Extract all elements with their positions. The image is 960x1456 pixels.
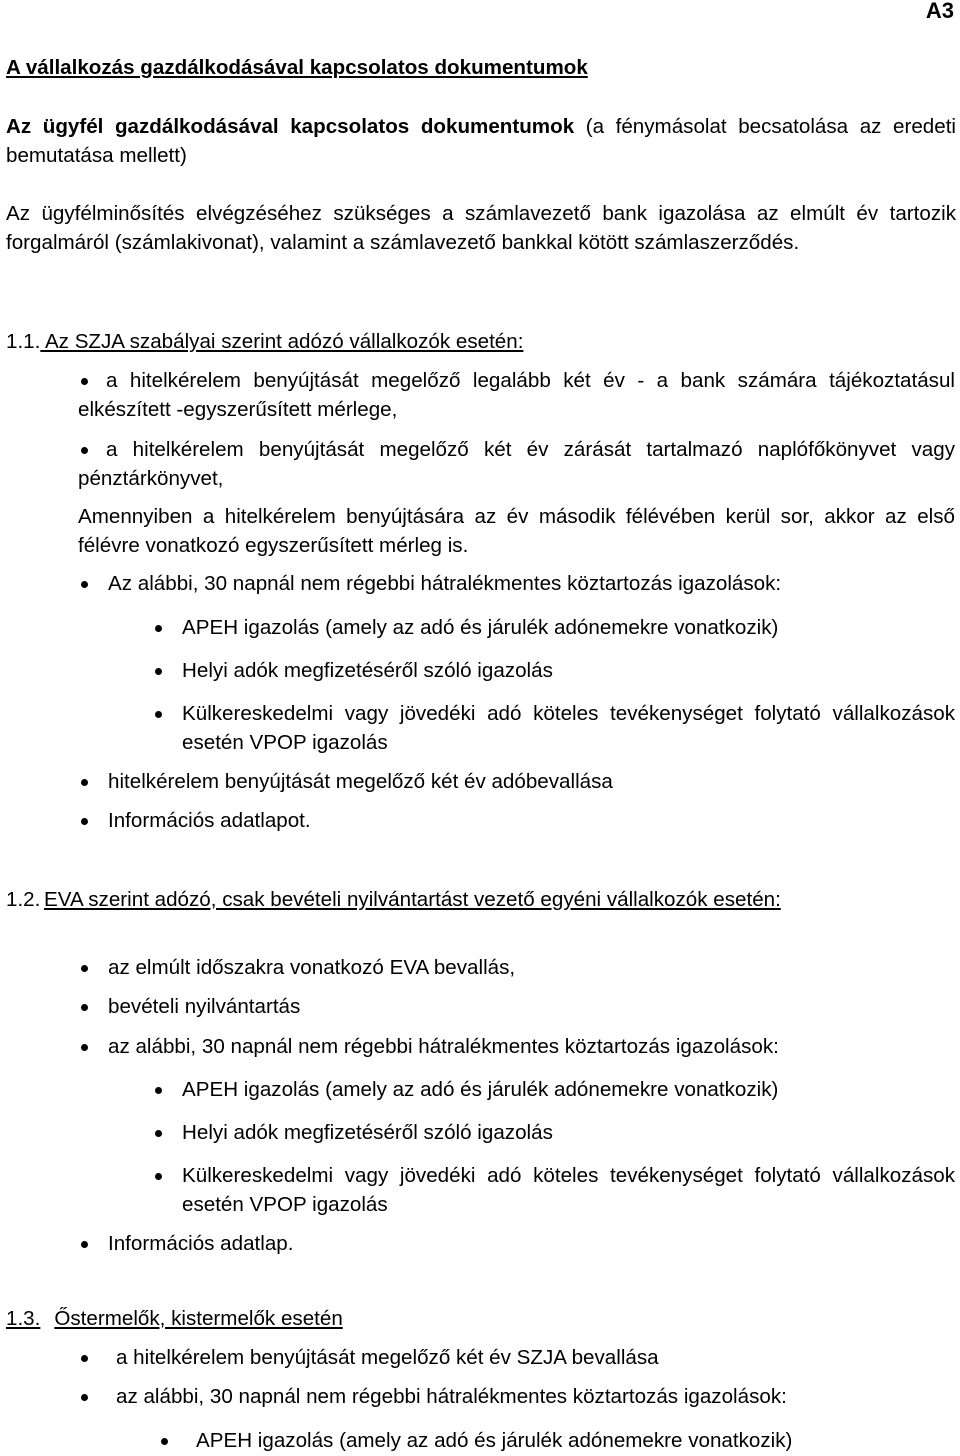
list-item-text: Az alábbi, 30 napnál nem régebbi hátralékmentes köztartozás igazolások: xyxy=(108,572,782,595)
sub-list-item xyxy=(152,656,955,685)
bullet-icon xyxy=(155,668,162,675)
list-item xyxy=(78,767,955,796)
list-item xyxy=(78,1343,955,1372)
list-item-text: az elmúlt időszakra vonatkozó EVA bevallás, xyxy=(108,956,516,979)
list-item xyxy=(78,435,955,493)
bullet-icon xyxy=(81,965,88,972)
bullet-icon xyxy=(81,1004,88,1011)
bullet-icon xyxy=(81,581,88,588)
sub-list-item-text: APEH igazolás (amely az adó és járulék adónemekre vonatkozik) xyxy=(196,1429,793,1452)
note-paragraph xyxy=(78,502,955,560)
list-item-text: Információs adatlapot. xyxy=(108,809,311,832)
bullet-icon xyxy=(161,1438,168,1445)
list-item xyxy=(78,806,955,835)
sub-list-item-text: Helyi adók megfizetéséről szóló igazolás xyxy=(182,1121,553,1144)
sub-list-item-text: Külkereskedelmi vagy jövedéki adó köteles tevékenységet folytató vállalkozások esetén VPOP igazolás xyxy=(182,702,955,754)
sub-list-item-text: Helyi adók megfizetéséről szóló igazolás xyxy=(182,659,553,682)
list-item-text: a hitelkérelem benyújtását megelőző két év zárását tartalmazó naplófőkönyvet vagy pénztárkönyvet, xyxy=(78,438,955,490)
bullet-icon xyxy=(155,625,162,632)
bullet-icon xyxy=(81,1355,88,1362)
bullet-icon xyxy=(155,1087,162,1094)
list-item xyxy=(78,569,955,598)
intro-rest-text: (a fénymásolat becsatolása az eredeti bemutatása mellett) xyxy=(6,115,956,167)
list-item xyxy=(78,366,955,424)
bullet-icon xyxy=(81,378,88,385)
list-item-text: az alábbi, 30 napnál nem régebbi hátralékmentes köztartozás igazolások: xyxy=(116,1385,787,1408)
bullet-icon xyxy=(81,779,88,786)
section-1-3-heading xyxy=(6,1304,956,1333)
section-title: EVA szerint adózó, csak bevételi nyilvántartást vezető egyéni vállalkozók esetén: xyxy=(44,888,781,911)
section-number: 1.2. xyxy=(6,888,41,911)
list-item-text: hitelkérelem benyújtását megelőző két év adóbevallása xyxy=(108,770,613,793)
sub-list-item xyxy=(152,613,955,642)
bullet-icon xyxy=(155,1173,162,1180)
list-item-text: Információs adatlap. xyxy=(108,1232,294,1255)
section-number: 1.3. xyxy=(6,1307,41,1330)
list-item xyxy=(78,1032,955,1061)
sub-list-item xyxy=(152,1161,955,1219)
intro-heading xyxy=(6,112,956,170)
intro-paragraph: Az ügyfélminősítés elvégzéséhez szükséges a számlavezető bank igazolása az elmúlt év tartozik forgalmáról (számlakivonat), valamint a számlavezető bankkal kötött számlaszerződés. xyxy=(6,202,956,254)
bullet-icon xyxy=(81,1241,88,1248)
sub-list-item xyxy=(152,1075,955,1104)
bullet-icon xyxy=(155,711,162,718)
bullet-icon xyxy=(81,1044,88,1051)
list-item-text: a hitelkérelem benyújtását megelőző legalább két év - a bank számára tájékoztatásul elkészített -egyszerűsített mérlege, xyxy=(78,369,955,421)
list-item xyxy=(78,1382,955,1411)
sub-list-item xyxy=(152,699,955,757)
section-1-1-heading xyxy=(6,327,956,356)
sub-list-item-text: Külkereskedelmi vagy jövedéki adó köteles tevékenységet folytató vállalkozások esetén VPOP igazolás xyxy=(182,1164,955,1216)
list-item-text: az alábbi, 30 napnál nem régebbi hátralékmentes köztartozás igazolások: xyxy=(108,1035,779,1058)
section-number: 1.1. xyxy=(6,330,41,353)
list-item xyxy=(78,953,955,982)
main-title: A vállalkozás gazdálkodásával kapcsolatos dokumentumok xyxy=(6,56,588,79)
intro-bold-text: Az ügyfél gazdálkodásával kapcsolatos dokumentumok xyxy=(6,115,575,138)
bullet-icon xyxy=(81,1394,88,1401)
bullet-icon xyxy=(155,1130,162,1137)
section-1-2-heading xyxy=(6,885,956,914)
section-title: Őstermelők, kistermelők esetén xyxy=(54,1307,343,1330)
note-text: Amennyiben a hitelkérelem benyújtására az év második félévében kerül sor, akkor az első félévre vonatkozó egyszerűsített mérleg is. xyxy=(78,505,955,557)
list-item-text: a hitelkérelem benyújtását megelőző két év SZJA bevallása xyxy=(116,1346,659,1369)
sub-list-item-text: APEH igazolás (amely az adó és járulék adónemekre vonatkozik) xyxy=(182,1078,779,1101)
section-title: Az SZJA szabályai szerint adózó vállalkozók esetén: xyxy=(40,330,524,353)
list-item-text: bevételi nyilvántartás xyxy=(108,995,301,1018)
sub-list-item xyxy=(152,1118,955,1147)
sub-list-item-text: APEH igazolás (amely az adó és járulék adónemekre vonatkozik) xyxy=(182,616,779,639)
bullet-icon xyxy=(81,447,88,454)
bullet-icon xyxy=(81,818,88,825)
sub-list-item xyxy=(158,1426,955,1455)
page-number: A3 xyxy=(925,0,954,23)
list-item xyxy=(78,992,955,1021)
list-item xyxy=(78,1229,955,1258)
